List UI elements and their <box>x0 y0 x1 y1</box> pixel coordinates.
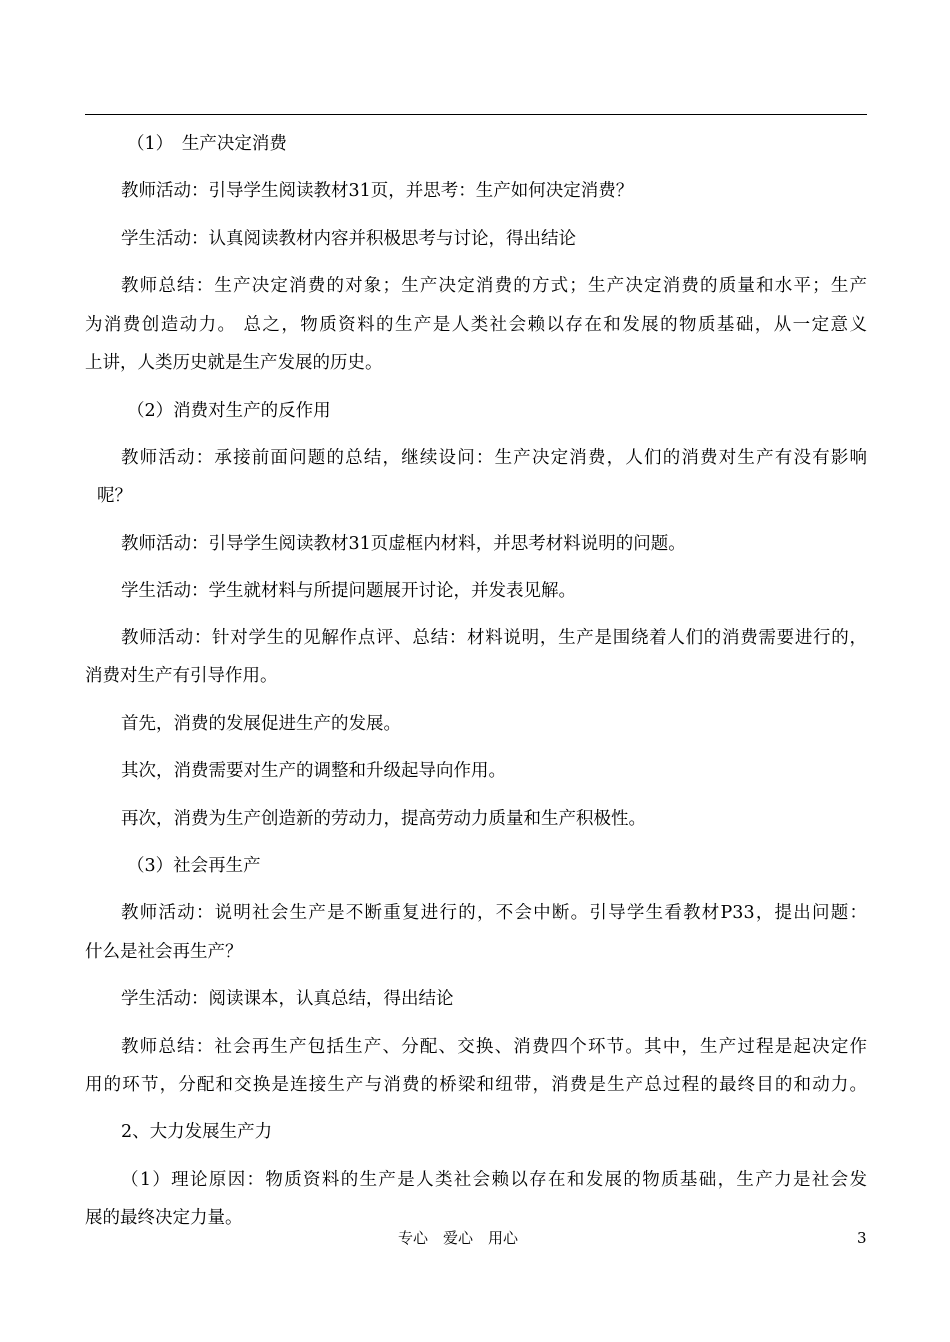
paragraph-line: 首先，消费的发展促进生产的发展。 <box>121 714 401 734</box>
paragraph-line: 教师活动：引导学生阅读教材31页虚框内材料，并思考材料说明的问题。 <box>121 534 686 554</box>
footer-motto: 专心 爱心 用心 <box>398 1229 519 1247</box>
paragraph-line: 再次，消费为生产创造新的劳动力，提高劳动力质量和生产积极性。 <box>121 809 646 829</box>
paragraph-line: 教师活动：引导学生阅读教材31页，并思考：生产如何决定消费？ <box>121 181 634 201</box>
paragraph-line: 学生活动：阅读课本，认真总结，得出结论 <box>121 989 454 1009</box>
paragraph-line: 教师活动：针对学生的见解作点评、总结：材料说明，生产是围绕着人们的消费需要进行的， <box>121 628 867 648</box>
paragraph-line: 教师活动：说明社会生产是不断重复进行的，不会中断。引导学生看教材P33，提出问题： <box>121 903 867 923</box>
paragraph-line: 教师总结：生产决定消费的对象；生产决定消费的方式；生产决定消费的质量和水平；生产 <box>121 276 867 296</box>
section-heading-4: 2、大力发展生产力 <box>121 1122 273 1142</box>
paragraph-line: 教师活动：承接前面问题的总结，继续设问：生产决定消费，人们的消费对生产有没有影响 <box>121 448 867 468</box>
paragraph-line: 教师总结：社会再生产包括生产、分配、交换、消费四个环节。其中，生产过程是起决定作 <box>121 1037 867 1057</box>
header-rule <box>85 114 867 115</box>
paragraph-line: 什么是社会再生产？ <box>85 942 243 962</box>
paragraph-line: 学生活动：认真阅读教材内容并积极思考与讨论，得出结论 <box>121 229 576 249</box>
paragraph-line: 展的最终决定力量。 <box>85 1208 243 1228</box>
section-heading-3: （3）社会再生产 <box>127 856 261 876</box>
page-number: 3 <box>857 1229 867 1247</box>
paragraph-line: 为消费创造动力。 总之，物质资料的生产是人类社会赖以存在和发展的物质基础，从一定意义 <box>85 315 867 335</box>
paragraph-line: 消费对生产有引导作用。 <box>85 666 278 686</box>
paragraph-line: 用的环节，分配和交换是连接生产与消费的桥梁和纽带，消费是生产总过程的最终目的和动力。 <box>85 1075 867 1095</box>
paragraph-line: 上讲，人类历史就是生产发展的历史。 <box>85 353 383 373</box>
paragraph-line: 其次，消费需要对生产的调整和升级起导向作用。 <box>121 761 506 781</box>
section-heading-2: （2）消费对生产的反作用 <box>127 401 331 421</box>
paragraph-line: 呢？ <box>97 486 132 506</box>
paragraph-line: 学生活动：学生就材料与所提问题展开讨论，并发表见解。 <box>121 581 576 601</box>
section-heading-1: （1） 生产决定消费 <box>127 134 287 154</box>
paragraph-line: （1）理论原因：物质资料的生产是人类社会赖以存在和发展的物质基础，生产力是社会发 <box>121 1170 867 1190</box>
